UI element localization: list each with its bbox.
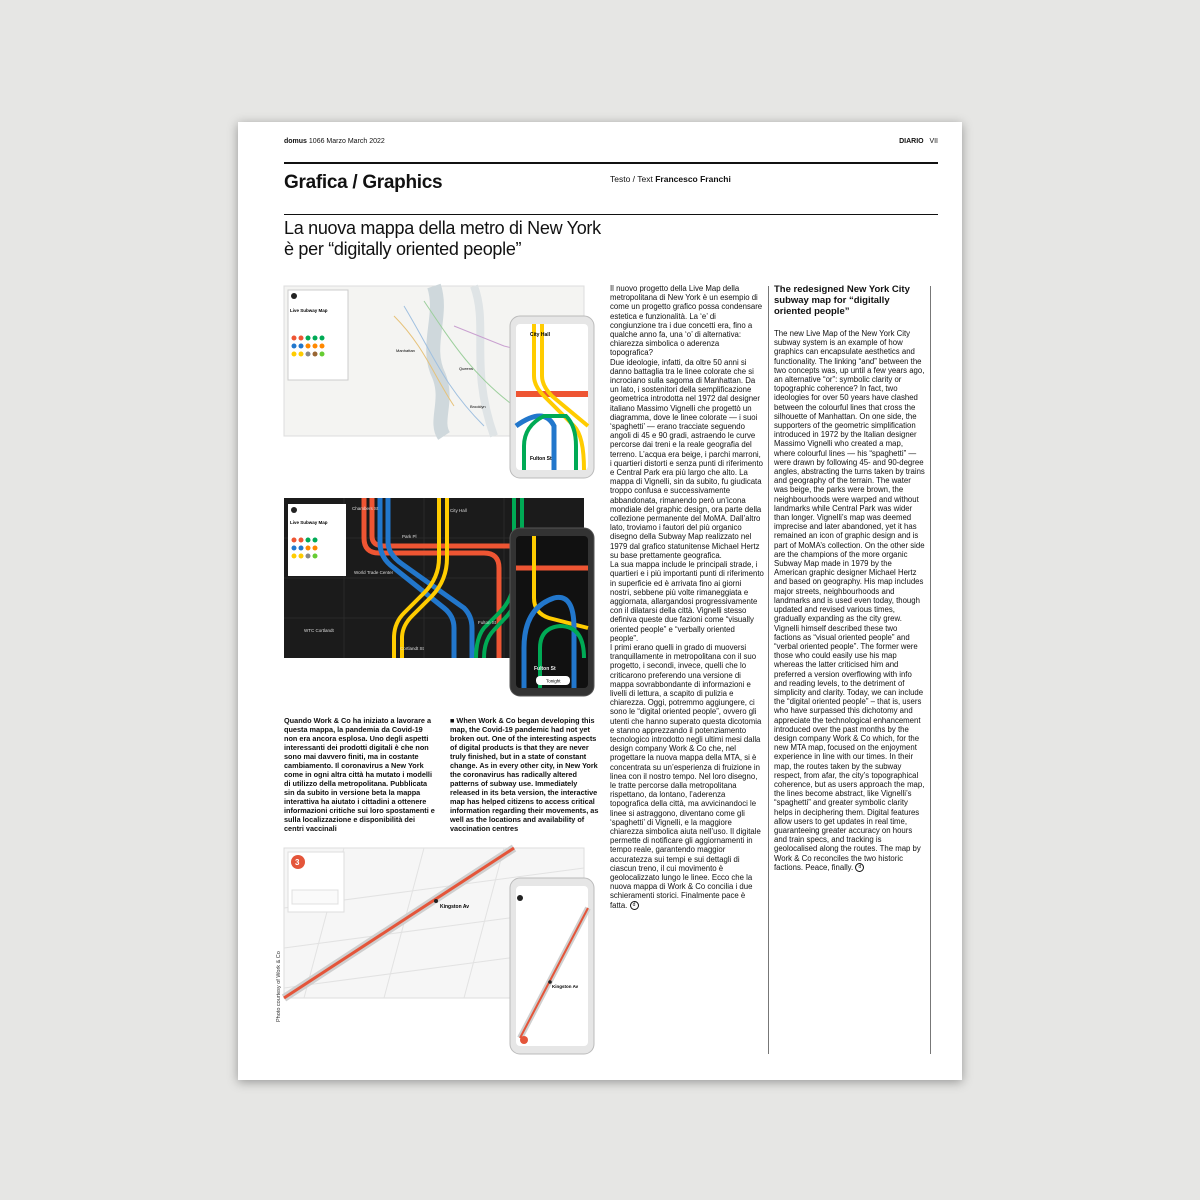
magazine-page bbox=[238, 122, 962, 1080]
body-it-p1: Il nuovo progetto della Live Map della metropolitana di New York è un esempio di come un progetto grafico possa condensare estetica e funzionalità. La ‘e’ di congiunzione tra i due concetti era, fino a qualche anno fa, una ‘o’ di alternativa: chiarezza simbolica o aderenza topografica? bbox=[610, 284, 763, 358]
credit-author: Francesco Franchi bbox=[655, 174, 731, 184]
body-english bbox=[774, 284, 926, 872]
body-it-p4 bbox=[610, 643, 764, 910]
fig1-label-brooklyn: Brooklyn bbox=[470, 404, 486, 409]
issue-info: 1066 Marzo March 2022 bbox=[308, 138, 385, 145]
fig2-label-cortlandt: Cortlandt St bbox=[400, 646, 424, 651]
figure-light-map bbox=[284, 286, 614, 476]
fig2-label-wtccortlandt: WTC Cortlandt bbox=[304, 628, 334, 633]
fig2-tonight-pill: Tonight bbox=[546, 678, 561, 684]
fig2-label-fulton: Fulton St bbox=[478, 620, 497, 625]
section-tag: DIARIO bbox=[899, 138, 924, 145]
running-header bbox=[284, 138, 938, 152]
top-rule bbox=[284, 162, 938, 164]
page-number: VII bbox=[929, 138, 938, 145]
fig2-label-parkpl: Park Pl bbox=[402, 534, 417, 539]
figure-route-map bbox=[284, 848, 614, 1054]
section-title: Grafica / Graphics bbox=[284, 172, 443, 193]
header-right bbox=[899, 138, 938, 145]
fig1-phone-label-fulton: Fulton St bbox=[530, 456, 552, 462]
column-divider bbox=[768, 286, 769, 1054]
credit-label: Testo / Text bbox=[610, 174, 653, 184]
domus-end-icon: d bbox=[630, 901, 639, 910]
body-en-text: The new Live Map of the New York City subway system is an example of how graphics can encapsulate aesthetics and functionality. The linking “and” between the two concepts was, up until a few years ago, an alternative “or”: symbolic clarity or topographic coherence? In fact, two ideologies for over 50 years have clashed between the colourful lines that cross the silhouette of Manhattan. On one side, the supporters of the geometric simplification introduced in 1972 by the Italian designer Massimo Vignelli who created a map, where colourful lines — his “spaghetti” — were drawn by following 45- and 90-degree angles, abstracting the turns taken by trains and geography of the terrain. The water was beige, the parks were brown, the neighbourhoods were warped and without landmarks while Central Park was wider than longer. Vignelli’s map was deemed imprecise and later abandoned, yet it has remained an icon of graphic design and is part of MoMA’s collection. On the other side are the champions of the more organic Subway Map made in 1979 by the American graphic designer Michael Hertz and based on geography. His map includes major streets, neighbourhoods and landmarks and is used even today, though updated and revised various times, gradually expanding as the city grew. Vignelli himself described these two factions as “visual oriented people” and “verbal oriented people”. The former were those who could easily use his map whereas the latter criticised him and preferred a version overflowing with info and reading levels, to the detriment of simplicity and clarity. Today, we can include the “digital oriented people” – that is, users who have surpassed this dichotomy and appreciate the technological enhancement introduced over the past months by the design company Work & Co which, for the new MTA map, focused on the enjoyment experience in line with our times. In their map, the routes taken by the subway respect, from afar, the city’s topographical coherence, but as users approach the map, the lines become abstract, like Vignelli’s “spaghetti” and greater symbolic clarity helps in deciphering them. Digital features allow users to get updates in real time, guaranteeing greater accuracy on hours and train specs, and tracking is geolocalised along the routes. The map by Work & Co reconciles the two historic factions. Peace, finally. bbox=[774, 329, 925, 872]
body-en-text-wrap bbox=[774, 329, 926, 872]
body-it-p3: La sua mappa include le principali strade, i quartieri e i più importanti punti di riferimento in superficie ed è arrivata fino ai giorni nostri, sebbene più volte rimaneggiata e aggiornata, allargandosi progressivamente con il dilatarsi della città. Vignelli stesso definiva queste due fazioni come “visually oriented people” e “verbally oriented people”. bbox=[610, 560, 764, 643]
author-credit bbox=[610, 174, 731, 184]
fig3-phone-label-kingston: Kingston Av bbox=[552, 984, 579, 989]
fig2-label-cityhall: City Hall bbox=[450, 508, 467, 513]
fig2-title: Live Subway Map bbox=[290, 520, 328, 525]
fig3-label-kingston: Kingston Av bbox=[440, 904, 470, 910]
fig1-label-manhattan: Manhattan bbox=[396, 348, 415, 353]
fig1-label-queens: Queens bbox=[459, 366, 474, 371]
body-it-p2: Due ideologie, infatti, da oltre 50 anni si danno battaglia tra le linee colorate che si incrociano sulla sagoma di Manhattan. Da un lato, i sostenitori della semplificazione geometrica introdotta nel 1972 dal designer italiano Massimo Vignelli che progettò un diagramma, dove le linee colorate — i suoi ‘spaghetti’ — erano tracciate seguendo angoli di 45 e 90 gradi, astraendo le curve percorse dai treni e la reale geografia del terreno. L’acqua era beige, i parchi marroni, i quartieri distorti e senza punti di riferimento e Central Park era più largo che alto. La mappa di Vignelli, sin da subito, fu giudicata troppo confusa e successivamente abbandonata, rimanendo però un’icona mondiale del graphic design, ora parte della collezione permanente del MoMA. Dall’altro lato, troviamo i fautori del più organico disegno della Subway Map realizzato nel 1979 dal grafico statunitense Michael Hertz su base prettamente geografica. bbox=[610, 357, 763, 560]
fig2-phone-label-fulton: Fulton St bbox=[534, 666, 556, 672]
magazine-name: domus bbox=[284, 138, 307, 145]
caption-english: ■ When Work & Co began developing this map, the Covid-19 pandemic had not yet broken out. One of the interesting aspects of digital products is that they are never truly finished, but in a state of constant change. As in every other city, in New York the coronavirus has radically altered patterns of subway use. Immediately released in its beta version, the interactive map has helped citizens to access critical information regarding their movements, as well as the locations and availability of vaccination centres bbox=[450, 716, 599, 833]
photo-credit: Photo courtesy of Work & Co bbox=[276, 951, 282, 1022]
fig2-label-chambers: Chambers St bbox=[352, 506, 379, 511]
fig1-title: Live Subway Map bbox=[290, 308, 328, 313]
headline: La nuova mappa della metro di New York è per “digitally oriented people” bbox=[284, 218, 601, 259]
domus-end-icon-en: d bbox=[855, 863, 864, 872]
headline-rule bbox=[284, 214, 938, 215]
english-subtitle: The redesigned New York City subway map for “digitally oriented people” bbox=[774, 284, 910, 317]
right-margin-rule bbox=[930, 286, 931, 1054]
fig3-badge: 3 bbox=[295, 858, 300, 867]
figure-dark-map bbox=[284, 498, 614, 698]
fig2-label-wtc: World Trade Center bbox=[354, 570, 394, 575]
body-it-p4-text: I primi erano quelli in grado di muoversi tranquillamente in metropolitana con il suo progetto, i secondi, invece, quelli che lo criticarono preferendo una versione di mappa sovrabbondante di informazioni e livelli di lettura, a scapito di pulizia e chiarezza. Oggi, potremmo aggiungere, ci sono le “digital oriented people”, ovvero gli utenti che hanno superato questa dicotomia e stanno apprezzando il potenziamento tecnologico introdotto negli ultimi mesi dalla design company Work & Co che, nel progettare la nuova mappa della MTA, si è concentrata su un’esperienza di fruizione in linea con il nostro tempo. Nel loro disegno, le tratte percorse dalla metropolitana rispettano, da lontano, l’aderenza topografica della città, ma avvicinandoci le linee si astraggono, diventano come gli ‘spaghetti’ di Vignelli, e la maggiore chiarezza simbolica aiuta nell’uso. Il digitale permette di notificare gli aggiornamenti in tempo reale, garantendo maggior accuratezza sui tempi e sui dettagli di ciascun treno, il cui movimento è geolocalizzato lungo le linee. Ecco che la nuova mappa di Work & Co concilia i due schieramenti storici. Finalmente pace è fatta. bbox=[610, 642, 762, 910]
body-italian bbox=[610, 284, 764, 910]
fig1-phone-label-cityhall: City Hall bbox=[530, 332, 551, 338]
caption-italian: Quando Work & Co ha iniziato a lavorare a questa mappa, la pandemia da Covid-19 non era ancora esplosa. Uno degli aspetti interessanti dei prodotti digitali è che non sono mai davvero finiti, ma in costante cambiamento. Il coronavirus a New York come in ogni altra città ha mutato i modelli di utilizzo della metropolitana. Pubblicata sin da subito in versione beta la mappa interattiva ha aiutato i cittadini a ottenere informazioni critiche sui loro spostamenti e sulla localizzazione e disponibilità dei centri vaccinali bbox=[284, 716, 435, 833]
